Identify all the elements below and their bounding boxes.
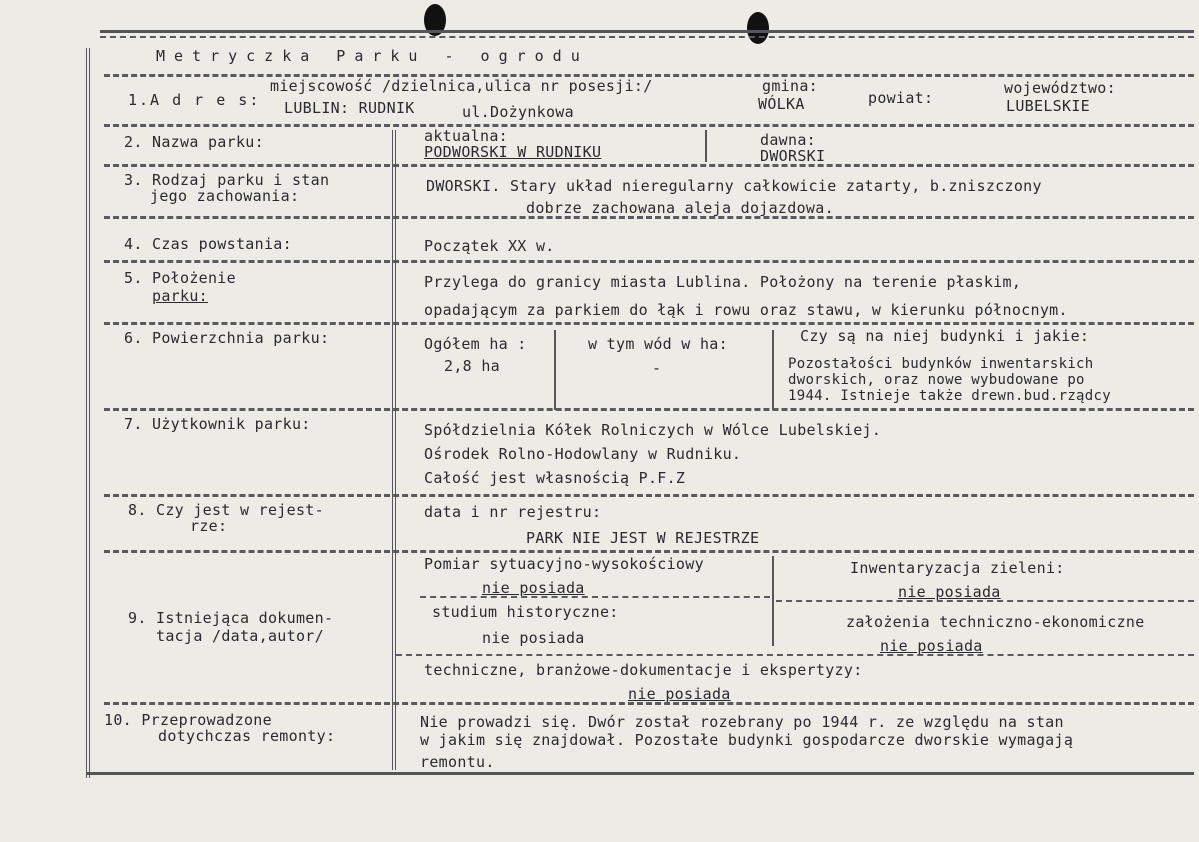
user-line-2: Ośrodek Rolno-Hodowlany w Rudniku. xyxy=(424,445,742,463)
address-street: ul.Dożynkowa xyxy=(462,103,574,121)
docs-divider xyxy=(772,556,774,646)
park-type-label-1: 3. Rodzaj parku i stan xyxy=(124,171,330,189)
area-label: 6. Powierzchnia parku: xyxy=(124,329,330,347)
column-divider xyxy=(392,130,396,770)
separator-6 xyxy=(104,322,1194,325)
area-divider-2 xyxy=(772,330,774,410)
econ-value: nie posiada xyxy=(880,637,983,655)
wojewodztwo-value: LUBELSKIE xyxy=(1006,97,1090,115)
register-label-1: 8. Czy jest w rejest- xyxy=(128,501,324,519)
name-divider xyxy=(705,130,707,162)
gmina-label: gmina: xyxy=(762,77,818,95)
tech-label: techniczne, branżowe-dokumentacje i ekspertyzy: xyxy=(424,661,863,679)
survey-dash xyxy=(420,596,770,598)
survey-value: nie posiada xyxy=(482,579,585,597)
history-label: studium historyczne: xyxy=(432,603,619,621)
top-border-dashed xyxy=(100,36,1194,38)
separator-8 xyxy=(104,494,1194,497)
buildings-line-1: Pozostałości budynków inwentarskich xyxy=(788,356,1094,372)
location-label-2: parku: xyxy=(152,287,208,305)
left-border xyxy=(86,48,90,778)
register-value: PARK NIE JEST W REJESTRZE xyxy=(526,529,760,547)
user-label: 7. Użytkownik parku: xyxy=(124,415,311,433)
creation-time-value: Początek XX w. xyxy=(424,237,555,255)
gmina-value: WÓLKA xyxy=(758,95,805,113)
current-name-value: PODWORSKI W RUDNIKU xyxy=(424,143,602,161)
area-total-value: 2,8 ha xyxy=(444,357,500,375)
separator-5 xyxy=(104,260,1194,263)
area-water-value: - xyxy=(652,359,662,377)
econ-label: założenia techniczno-ekonomiczne xyxy=(846,613,1145,631)
park-type-label-2: jego zachowania: xyxy=(150,187,300,205)
park-type-line-2: dobrze zachowana aleja dojazdowa. xyxy=(526,199,834,217)
repairs-label-2: dotychczas remonty: xyxy=(158,727,336,745)
separator-2 xyxy=(104,124,1194,127)
inventory-dash xyxy=(776,600,1194,602)
park-name-label: 2. Nazwa parku: xyxy=(124,133,264,151)
buildings-line-3: 1944. Istnieje także drewn.bud.rządcy xyxy=(788,388,1111,404)
current-name-label: aktualna: xyxy=(424,127,508,145)
former-name-label: dawna: xyxy=(760,131,816,149)
powiat-label: powiat: xyxy=(868,89,934,107)
separator-9 xyxy=(104,550,1194,553)
address-city: LUBLIN: RUDNIK xyxy=(284,99,415,117)
address-label: 1.A d r e s: xyxy=(128,91,261,109)
docs-mid-dash xyxy=(396,654,1194,656)
buildings-label: Czy są na niej budynki i jakie: xyxy=(800,327,1090,345)
survey-label: Pomiar sytuacyjno-wysokościowy xyxy=(424,555,704,573)
area-water-label: w tym wód w ha: xyxy=(588,335,728,353)
register-label-2: rze: xyxy=(190,517,228,535)
repairs-label-1: 10. Przeprowadzone xyxy=(104,711,272,729)
separator-7 xyxy=(104,408,1194,411)
tech-value: nie posiada xyxy=(628,685,731,703)
register-date-label: data i nr rejestru: xyxy=(424,503,602,521)
park-type-line-1: DWORSKI. Stary układ nieregularny całkowicie zatarty, b.zniszczony xyxy=(426,177,1042,195)
bottom-border xyxy=(86,772,1194,775)
location-line-2: opadającym za parkiem do łąk i rowu oraz stawu, w kierunku północnym. xyxy=(424,301,1068,319)
area-divider-1 xyxy=(554,330,556,410)
user-line-1: Spółdzielnia Kółek Rolniczych w Wólce Lubelskiej. xyxy=(424,421,882,439)
docs-label-1: 9. Istniejąca dokumen- xyxy=(128,609,334,627)
history-value: nie posiada xyxy=(482,629,585,647)
location-line-1: Przylega do granicy miasta Lublina. Położony na terenie płaskim, xyxy=(424,273,1022,291)
creation-time-label: 4. Czas powstania: xyxy=(124,235,292,253)
buildings-line-2: dworskich, oraz nowe wybudowane po xyxy=(788,372,1085,388)
repairs-line-2: w jakim się znajdował. Pozostałe budynki gospodarcze dworskie wymagają xyxy=(420,731,1074,749)
wojewodztwo-label: województwo: xyxy=(1004,79,1116,97)
former-name-value: DWORSKI xyxy=(760,147,826,165)
docs-label-2: tacja /data,autor/ xyxy=(156,627,324,645)
area-total-label: Ogółem ha : xyxy=(424,335,527,353)
punch-hole-right xyxy=(747,12,769,44)
location-label-1: 5. Położenie xyxy=(124,269,236,287)
inventory-value: nie posiada xyxy=(898,583,1001,601)
card-title: Metryczka Parku - ogrodu xyxy=(156,47,589,65)
repairs-line-1: Nie prowadzi się. Dwór został rozebrany po 1944 r. ze względu na stan xyxy=(420,713,1064,731)
user-line-3: Całość jest własnością P.F.Z xyxy=(424,469,686,487)
separator-3 xyxy=(104,164,1194,167)
top-border xyxy=(100,30,1194,33)
inventory-label: Inwentaryzacja zieleni: xyxy=(850,559,1065,577)
address-place-label: miejscowość /dzielnica,ulica nr posesji:/ xyxy=(270,77,653,95)
repairs-line-3: remontu. xyxy=(420,753,495,771)
